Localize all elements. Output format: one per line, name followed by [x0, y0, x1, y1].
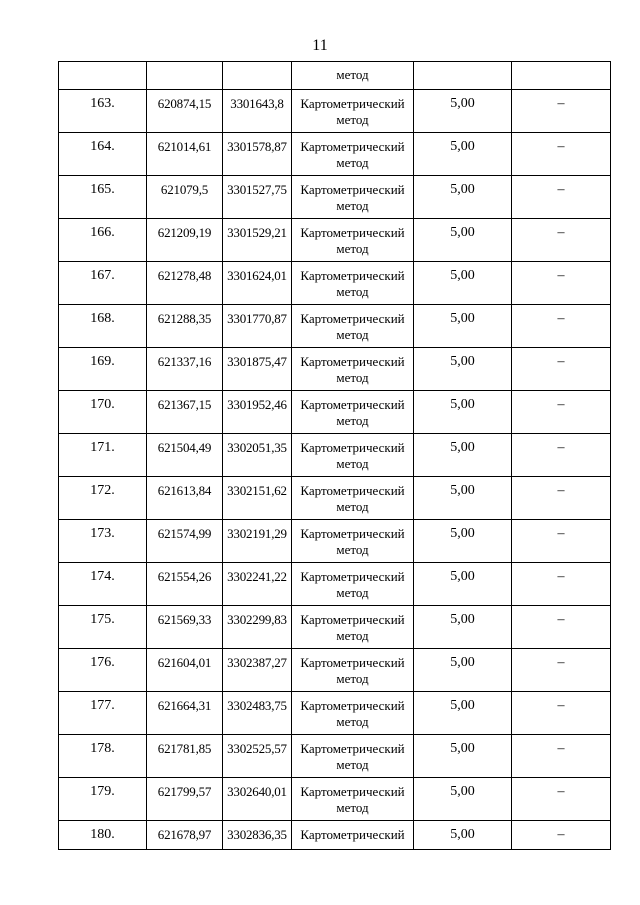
- cell-number: 175.: [59, 606, 147, 649]
- cell-y: 3301643,8: [223, 90, 292, 133]
- cell-number: 177.: [59, 692, 147, 735]
- cell-method: [292, 649, 414, 692]
- cell-number: 179.: [59, 778, 147, 821]
- method-line-1: Картометрический: [300, 311, 405, 326]
- cell-y: 3302191,29: [223, 520, 292, 563]
- cell-x: 621278,48: [147, 262, 223, 305]
- method-line-1: Картометрический: [300, 268, 405, 283]
- cell-note: –: [512, 262, 611, 305]
- cell-x: 621337,16: [147, 348, 223, 391]
- table-row: [59, 262, 611, 305]
- method-line-2: метод: [336, 370, 369, 385]
- cell-accuracy: 5,00: [414, 305, 512, 348]
- method-line-1: Картометрический: [300, 96, 405, 111]
- cell-accuracy: 5,00: [414, 391, 512, 434]
- method-line-1: Картометрический: [300, 182, 405, 197]
- cell-x: 621554,26: [147, 563, 223, 606]
- cell-method: [292, 262, 414, 305]
- cell-note: –: [512, 606, 611, 649]
- cell-method: [292, 778, 414, 821]
- cell-method: [292, 692, 414, 735]
- table-row: [59, 606, 611, 649]
- method-line-1: Картометрический: [300, 741, 405, 756]
- cell-y: 3302836,35: [223, 821, 292, 850]
- cell-note: –: [512, 692, 611, 735]
- cell-accuracy: [414, 62, 512, 90]
- cell-y: 3301624,01: [223, 262, 292, 305]
- cell-note: –: [512, 821, 611, 850]
- cell-note: –: [512, 176, 611, 219]
- cell-note: –: [512, 434, 611, 477]
- cell-number: 169.: [59, 348, 147, 391]
- method-line-2: метод: [336, 456, 369, 471]
- table-row: [59, 563, 611, 606]
- cell-accuracy: 5,00: [414, 606, 512, 649]
- cell-number: 174.: [59, 563, 147, 606]
- table-row: [59, 778, 611, 821]
- cell-accuracy: 5,00: [414, 176, 512, 219]
- method-line-2: метод: [336, 284, 369, 299]
- cell-accuracy: 5,00: [414, 219, 512, 262]
- cell-method: [292, 305, 414, 348]
- method-line-1: Картометрический: [300, 784, 405, 799]
- method-line-2: метод: [336, 628, 369, 643]
- cell-accuracy: 5,00: [414, 735, 512, 778]
- method-line-1: Картометрический: [300, 440, 405, 455]
- table-row-continuation: [59, 62, 611, 90]
- cell-x: 621079,5: [147, 176, 223, 219]
- cell-y: 3302241,22: [223, 563, 292, 606]
- cell-note: –: [512, 778, 611, 821]
- method-line-2: метод: [336, 155, 369, 170]
- cell-method: [292, 434, 414, 477]
- cell-y: 3302299,83: [223, 606, 292, 649]
- cell-x: 621613,84: [147, 477, 223, 520]
- cell-note: –: [512, 520, 611, 563]
- table-row: [59, 176, 611, 219]
- cell-x: 621604,01: [147, 649, 223, 692]
- cell-number: 172.: [59, 477, 147, 520]
- cell-accuracy: 5,00: [414, 133, 512, 176]
- cell-number: 176.: [59, 649, 147, 692]
- cell-y: 3302483,75: [223, 692, 292, 735]
- table-row: [59, 348, 611, 391]
- cell-y: 3302151,62: [223, 477, 292, 520]
- cell-number: [59, 62, 147, 90]
- method-line-2: метод: [336, 327, 369, 342]
- page-number: 11: [312, 37, 328, 54]
- cell-number: 163.: [59, 90, 147, 133]
- cell-number: 180.: [59, 821, 147, 850]
- cell-number: 164.: [59, 133, 147, 176]
- table-row: [59, 520, 611, 563]
- cell-accuracy: 5,00: [414, 477, 512, 520]
- cell-x: 621504,49: [147, 434, 223, 477]
- cell-number: 166.: [59, 219, 147, 262]
- cell-y: 3302387,27: [223, 649, 292, 692]
- cell-accuracy: 5,00: [414, 348, 512, 391]
- table-row: [59, 219, 611, 262]
- cell-note: –: [512, 563, 611, 606]
- table-row: [59, 391, 611, 434]
- cell-y: 3302051,35: [223, 434, 292, 477]
- cell-note: –: [512, 649, 611, 692]
- cell-accuracy: 5,00: [414, 692, 512, 735]
- method-line-1: Картометрический: [300, 483, 405, 498]
- method-line-2: метод: [336, 542, 369, 557]
- cell-note: –: [512, 305, 611, 348]
- method-line-1: Картометрический: [300, 225, 405, 240]
- cell-x: 621288,35: [147, 305, 223, 348]
- cell-method: [292, 62, 414, 90]
- cell-x: 621367,15: [147, 391, 223, 434]
- cell-note: –: [512, 477, 611, 520]
- cell-y: 3301578,87: [223, 133, 292, 176]
- cell-accuracy: 5,00: [414, 563, 512, 606]
- method-line-2: метод: [336, 757, 369, 772]
- table-row: [59, 305, 611, 348]
- method-line-1: Картометрический: [300, 612, 405, 627]
- method-line-2: метод: [336, 671, 369, 686]
- cell-x: 621799,57: [147, 778, 223, 821]
- table-row: [59, 692, 611, 735]
- coordinates-table: [58, 61, 611, 850]
- method-line-1: Картометрический: [300, 354, 405, 369]
- cell-y: 3301952,46: [223, 391, 292, 434]
- cell-y: [223, 62, 292, 90]
- cell-note: –: [512, 219, 611, 262]
- cell-number: 178.: [59, 735, 147, 778]
- cell-note: –: [512, 90, 611, 133]
- cell-method: [292, 90, 414, 133]
- cell-method: [292, 219, 414, 262]
- method-line-2: метод: [336, 499, 369, 514]
- cell-y: 3302640,01: [223, 778, 292, 821]
- table-row: [59, 649, 611, 692]
- cell-method: [292, 176, 414, 219]
- method-line-2: метод: [336, 67, 369, 82]
- table-row: [59, 90, 611, 133]
- cell-method: [292, 348, 414, 391]
- cell-number: 165.: [59, 176, 147, 219]
- cell-accuracy: 5,00: [414, 520, 512, 563]
- cell-accuracy: 5,00: [414, 434, 512, 477]
- table-row: [59, 434, 611, 477]
- method-line-1: Картометрический: [300, 698, 405, 713]
- table-row: [59, 133, 611, 176]
- cell-number: 167.: [59, 262, 147, 305]
- cell-x: 621781,85: [147, 735, 223, 778]
- cell-x: 621664,31: [147, 692, 223, 735]
- cell-x: 621678,97: [147, 821, 223, 850]
- cell-x: 621209,19: [147, 219, 223, 262]
- cell-x: 621574,99: [147, 520, 223, 563]
- table-body: [59, 62, 611, 850]
- cell-note: –: [512, 391, 611, 434]
- cell-number: 171.: [59, 434, 147, 477]
- method-line-2: метод: [336, 585, 369, 600]
- cell-method: [292, 477, 414, 520]
- cell-y: 3301527,75: [223, 176, 292, 219]
- table-row: [59, 477, 611, 520]
- method-line-1: Картометрический: [300, 139, 405, 154]
- cell-method: [292, 391, 414, 434]
- cell-number: 173.: [59, 520, 147, 563]
- cell-number: 168.: [59, 305, 147, 348]
- method-line-1: Картометрический: [300, 526, 405, 541]
- cell-x: [147, 62, 223, 90]
- cell-accuracy: 5,00: [414, 90, 512, 133]
- method-line-2: метод: [336, 800, 369, 815]
- cell-y: 3301875,47: [223, 348, 292, 391]
- cell-accuracy: 5,00: [414, 778, 512, 821]
- cell-note: –: [512, 735, 611, 778]
- method-line-2: метод: [336, 198, 369, 213]
- cell-method: [292, 133, 414, 176]
- method-line-1: Картометрический: [300, 397, 405, 412]
- method-line-2: метод: [336, 241, 369, 256]
- cell-method: [292, 606, 414, 649]
- cell-number: 170.: [59, 391, 147, 434]
- method-line-1: Картометрический: [300, 569, 405, 584]
- cell-x: 621569,33: [147, 606, 223, 649]
- cell-accuracy: 5,00: [414, 649, 512, 692]
- method-line-1: Картометрический: [300, 655, 405, 670]
- cell-x: 621014,61: [147, 133, 223, 176]
- cell-accuracy: 5,00: [414, 262, 512, 305]
- table-row: [59, 735, 611, 778]
- cell-note: [512, 62, 611, 90]
- cell-method: [292, 563, 414, 606]
- method-line-2: метод: [336, 112, 369, 127]
- cell-x: 620874,15: [147, 90, 223, 133]
- cell-y: 3301770,87: [223, 305, 292, 348]
- cell-method: [292, 520, 414, 563]
- cell-accuracy: 5,00: [414, 821, 512, 850]
- method-line-2: метод: [336, 714, 369, 729]
- cell-method: [292, 821, 414, 850]
- cell-note: –: [512, 348, 611, 391]
- cell-y: 3302525,57: [223, 735, 292, 778]
- cell-y: 3301529,21: [223, 219, 292, 262]
- method-line-2: метод: [336, 413, 369, 428]
- table-row: [59, 821, 611, 850]
- cell-method: [292, 735, 414, 778]
- method-line-1: Картометрический: [300, 827, 405, 842]
- cell-note: –: [512, 133, 611, 176]
